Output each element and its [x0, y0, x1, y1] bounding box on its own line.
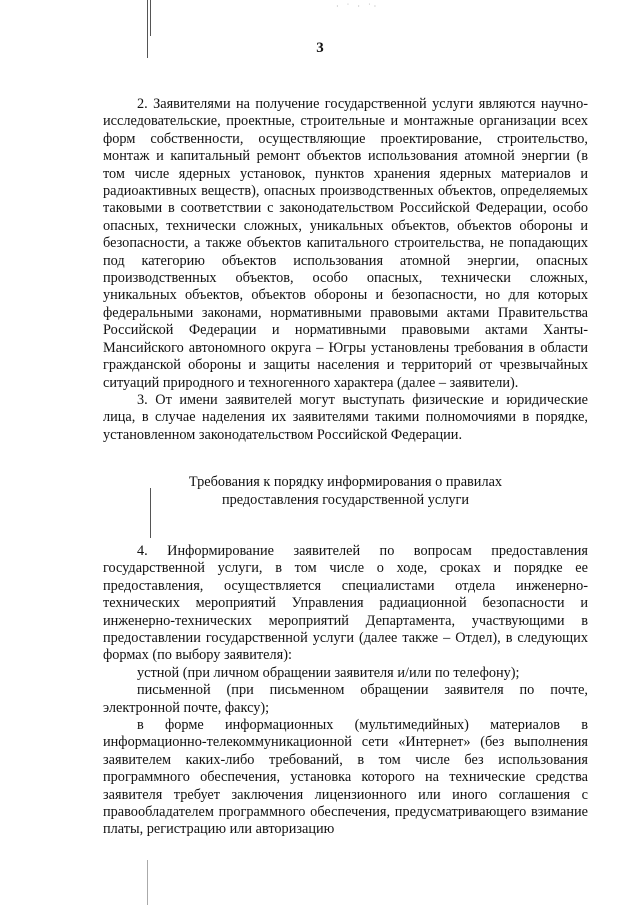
paragraph-2: 2. Заявителями на получение государственной услуги являются научно-исследовательские, проектные, строительные и монтажные организации всех форм собственности, осуществляющие проектирование, строительство, монтаж и капитальный ремонт объектов использования атомной энергии (в том числе ядерных установок, пунктов хранения ядерных материалов и радиоактивных веществ), опасных производственных объектов, определяемых таковыми в соответствии с законодательством Российской Федерации, особо опасных, технически сложных, уникальных объектов, объектов обороны и безопасности, а также объектов капитального строительства, не попадающих под категорию объектов использования атомной энергии, опасных производственных объектов, особо опасных, технически сложных, уникальных объектов, объектов обороны и безопасности, но для которых федеральными законами, нормативными правовыми актами Правительства Российской Федерации и нормативными правовыми актами Ханты-Мансийского автономного округа – Югры установлены требования в области гражданской обороны и защиты населения и территорий от чрезвычайных ситуаций природного и техногенного характера (далее – заявители). [103, 96, 588, 391]
list-item-oral: устной (при личном обращении заявителя и/или по телефону); [137, 664, 520, 681]
list-item-written: письменной (при письменном обращении заявителя по почте, электронной почте, факсу); [103, 682, 588, 716]
list-item-internet: в форме информационных (мультимедийных) материалов в информационно-телекоммуникационной сети «Интернет» (без выполнения заявителем каких-либо требований, в том числе без использования программного обеспечения, установка которого на технические средства заявителя требует заключения лицензионного или иного соглашения с правообладателем программного обеспечения, предусматривающего взимание платы, регистрацию или авторизацию [103, 717, 588, 838]
scan-artifact-line [150, 0, 151, 36]
scan-artifact-specks: · ˙ · ˙· [336, 2, 380, 11]
paragraph-4: 4. Информирование заявителей по вопросам предоставления государственной услуги, в том числе о ходе, сроках и порядке ее предоставления, осуществляется специалистами отдела инженерно-технических мероприятий Управления радиационной безопасности и инженерно-технических мероприятий Департамента, участвующими в предоставлении государственной услуги (далее также – Отдел), в следующих формах (по выбору заявителя): [103, 542, 588, 664]
section-heading: Требования к порядку информирования о правилах предоставления государственной услуги [188, 474, 503, 508]
page-number: 3 [316, 40, 324, 56]
scan-artifact-line [147, 860, 148, 905]
paragraph-3: 3. От имени заявителей могут выступать физические и юридические лица, в случае наделения их заявителями такими полномочиями в порядке, установленном законодательством Российской Федерации. [103, 391, 588, 443]
document-body [103, 96, 588, 839]
